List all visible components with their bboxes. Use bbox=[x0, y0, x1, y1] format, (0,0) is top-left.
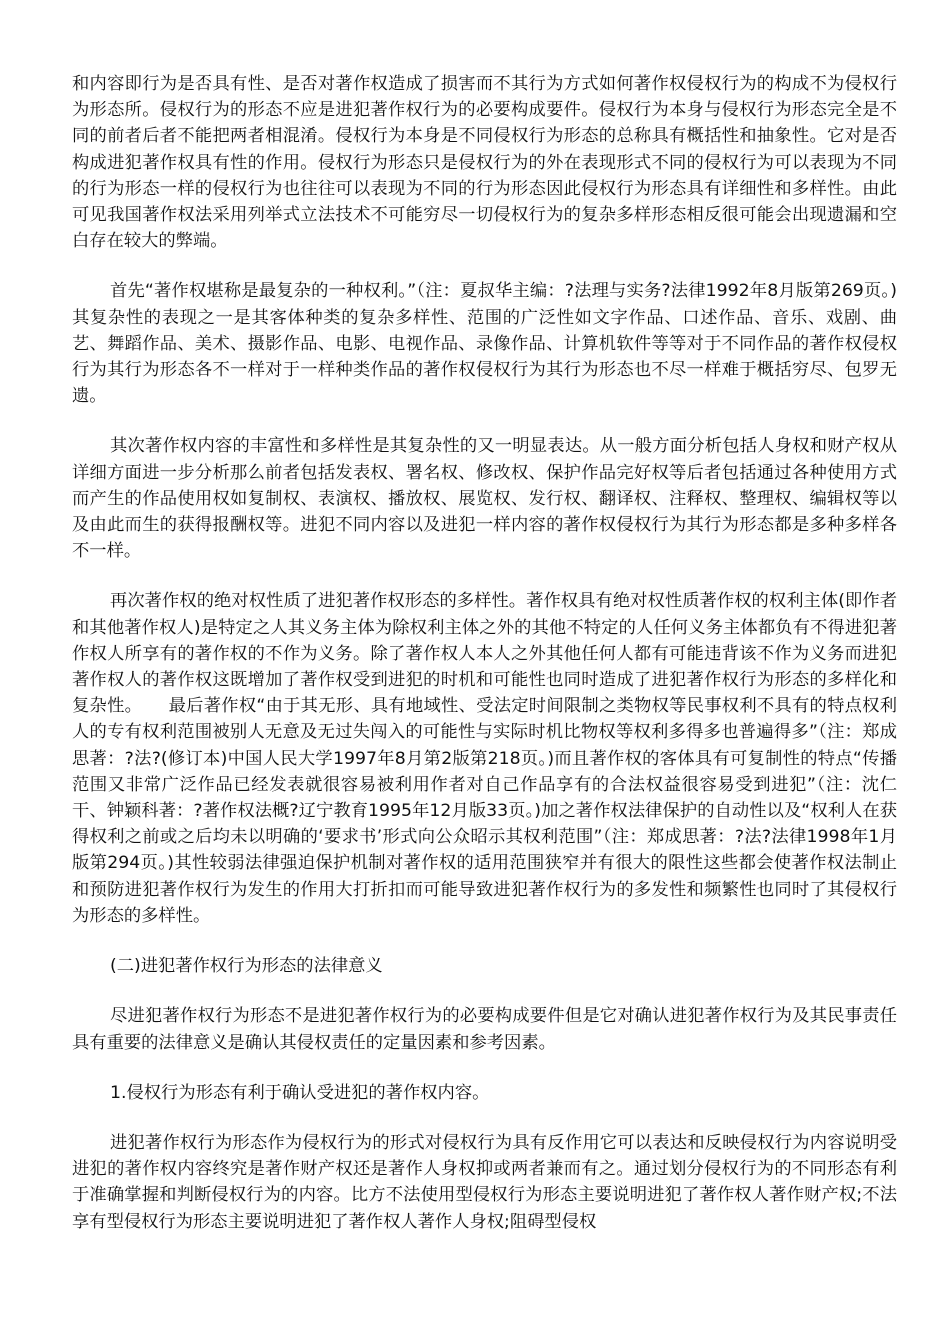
section-heading-legal-significance: (二)进犯著作权行为形态的法律意义 bbox=[110, 956, 383, 977]
paragraph-infringement-vs-form: 和内容即行为是否具有性、是否对著作权造成了损害而不其行为方式如何著作权侵权行为的构成不为侵权行为形态所。侵权行为的形态不应是进犯著作权行为的必要构成要件。侵权行为本身与侵权行为形态完全是不同的前者后者不能把两者相混淆。侵权行为本身是不同侵权行为形态的总称具有概括性和抽象性。它对是否构成进犯著作权具有性的作用。侵权行为形态只是侵权行为的外在表现形式不同的侵权行为可以表现为不同的行为形态一样的侵权行为也往往可以表现为不同的行为形态因此侵权行为形态具有详细性和多样性。由此可见我国著作权法采用列举式立法技术不可能穷尽一切侵权行为的复杂多样形态相反很可能会出现遗漏和空白存在较大的弊端。 bbox=[72, 74, 897, 252]
paragraph-third-absolute-right: 再次著作权的绝对权性质了进犯著作权形态的多样性。著作权具有绝对权性质著作权的权利主体(即作者和其他著作权人)是特定之人其义务主体为除权利主体之外的其他不特定的人任何义务主体都负有不得进犯著作权人所享有的著作权的不作为义务。除了著作权人本人之外其他任何人都有可能违背该不作为义务而进犯著作权人的著作权这既增加了著作权受到进犯的时机和可能性也同时造成了进犯著作权行为形态的多样化和复杂性。 最后著作权“由于其无形、具有地域性、受法定时间限制之类物权等民事权利不具有的特点权利人的专有权利范围被别人无意及无过失闯入的可能性与实际时机比物权等权利多得多也普遍得多”（注：郑成思著：?法?(修订本)中国人民大学1997年8月第2版第218页。)而且著作权的客体具有可复制性的特点“传播范围又非常广泛作品已经发表就很容易被利用作者对自己作品享有的合法权益很容易受到进犯”（注：沈仁干、钟颖科著：?著作权法概?辽宁教育1995年12月版33页。)加之著作权法律保护的自动性以及“权利人在获得权利之前或之后均未以明确的‘要求书’形式向公众昭示其权利范围”（注：郑成思著：?法?法律1998年1月版第294页。)其性较弱法律强迫保护机制对著作权的适用范围狭窄并有很大的限性这些都会使著作权法制止和预防进犯著作权行为发生的作用大打折扣而可能导致进犯著作权行为的多发性和频繁性也同时了其侵权行为形态的多样性。 bbox=[72, 591, 897, 926]
paragraph-first-complexity: 首先“著作权堪称是最复杂的一种权利。”（注：夏叔华主编：?法理与实务?法律1992年8月版第269页。)其复杂性的表现之一是其客体种类的复杂多样性、范围的广泛性如文字作品、口述作品、音乐、戏剧、曲艺、舞蹈作品、美术、摄影作品、电影、电视作品、录像作品、计算机软件等等对于不同作品的著作权侵权行为其行为形态各不一样对于一样种类作品的著作权侵权行为其行为形态也不尽一样难于概括穷尽、包罗无遗。 bbox=[72, 281, 897, 407]
paragraph-form-reflects-content: 进犯著作权行为形态作为侵权行为的形式对侵权行为具有反作用它可以表达和反映侵权行为内容说明受进犯的著作权内容终究是著作财产权还是著作人身权抑或两者兼而有之。通过划分侵权行为的不同形态有利于准确掌握和判断侵权行为的内容。比方不法使用型侵权行为形态主要说明进犯了著作权人著作财产权;不法享有型侵权行为形态主要说明进犯了著作权人著作人身权;阻碍型侵权 bbox=[72, 1132, 897, 1232]
paragraph-legal-significance-intro: 尽进犯著作权行为形态不是进犯著作权行为的必要构成要件但是它对确认进犯著作权行为及其民事责任具有重要的法律意义是确认其侵权责任的定量因素和参考因素。 bbox=[72, 1006, 897, 1053]
paragraph-second-content-richness: 其次著作权内容的丰富性和多样性是其复杂性的又一明显表达。从一般方面分析包括人身权和财产权从详细方面进一步分析那么前者包括发表权、署名权、修改权、保护作品完好权等后者包括通过各种使用方式而产生的作品使用权如复制权、表演权、播放权、展览权、发行权、翻译权、注释权、整理权、编辑权等以及由此而生的获得报酬权等。进犯不同内容以及进犯一样内容的著作权侵权行为其行为形态都是多种多样各不一样。 bbox=[72, 436, 897, 562]
subheading-confirm-content: 1.侵权行为形态有利于确认受进犯的著作权内容。 bbox=[110, 1082, 490, 1103]
